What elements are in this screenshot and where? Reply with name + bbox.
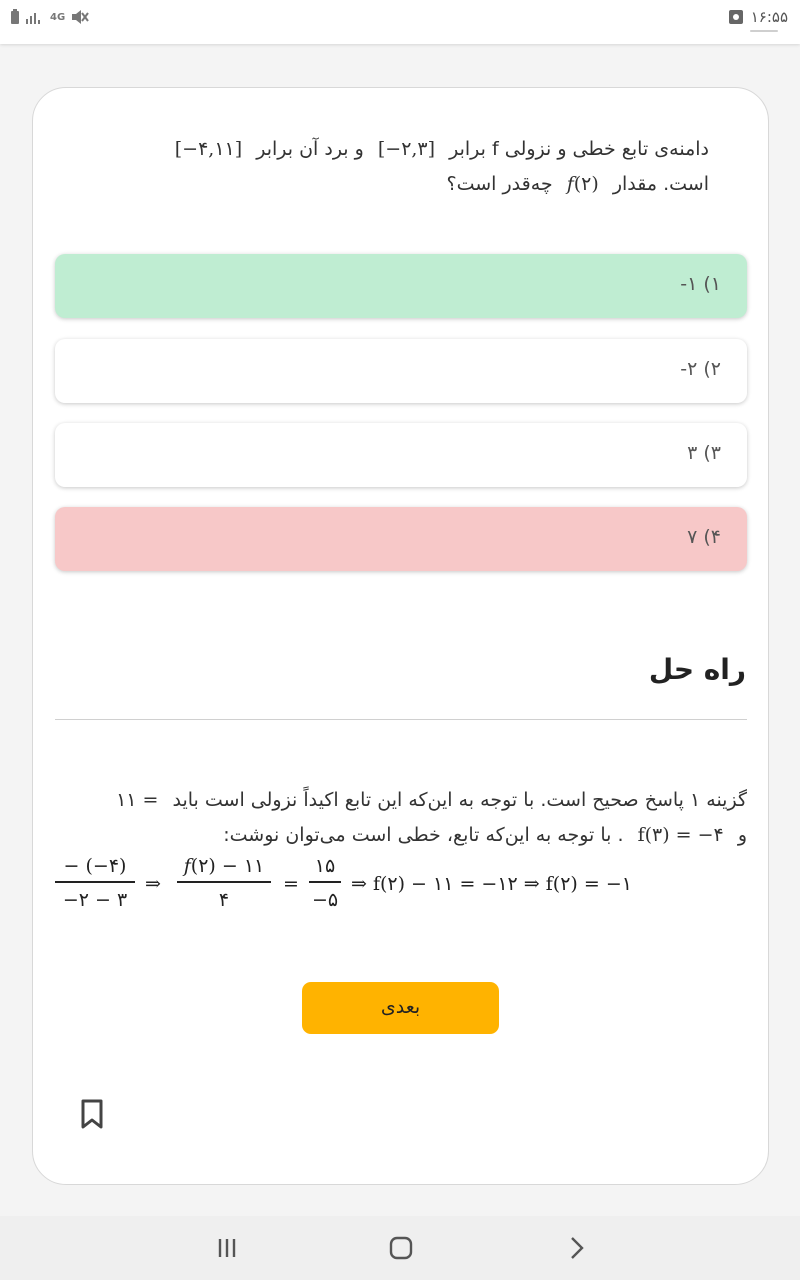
solution-text-part: . با توجه به این‌که تابع، خطی است می‌توان نوشت: — [223, 824, 624, 846]
solution-text — [55, 783, 747, 853]
solution-text-part: و — [737, 824, 747, 846]
fraction-denominator: −۵ — [311, 889, 339, 911]
implies-symbol: ⇒ — [145, 873, 161, 895]
solution-math: f(۳) = −۴ — [637, 824, 724, 846]
fraction-denominator: ۴ — [218, 889, 230, 911]
solution-math: ۱۱ = — [116, 789, 159, 811]
function-symbol: f — [183, 855, 191, 877]
back-icon[interactable] — [563, 1234, 591, 1262]
solution-line-1 — [55, 783, 747, 818]
question-line-2 — [141, 167, 709, 202]
fraction-denominator: −۲ − ۳ — [62, 889, 128, 911]
equals-symbol: = — [283, 873, 299, 895]
question-text-part: و برد آن برابر — [256, 138, 364, 160]
status-clock: ۱۶:۵۵ — [750, 8, 788, 26]
question-line-1 — [141, 132, 709, 167]
status-icons-right — [729, 6, 788, 28]
question-range: [−۴,۱۱] — [174, 138, 243, 160]
bookmark-icon[interactable] — [80, 1099, 104, 1129]
function-symbol: f — [566, 173, 574, 195]
battery-icon — [10, 9, 20, 25]
option-1[interactable]: ۱) ۱- — [55, 254, 747, 318]
option-3[interactable]: ۳) ۳ — [55, 423, 747, 487]
fraction-numerator: − (−۴) — [63, 855, 127, 877]
fraction-slope-1 — [55, 851, 135, 913]
fraction-slope-2 — [177, 851, 271, 913]
solution-divider — [55, 719, 747, 720]
fraction-numerator: ۱۵ — [314, 855, 336, 877]
recents-icon[interactable] — [213, 1234, 241, 1262]
solution-line-2 — [55, 818, 747, 853]
clock-underline — [750, 30, 778, 32]
question-domain: [−۲,۳] — [377, 138, 436, 160]
fraction-numerator — [177, 851, 271, 881]
next-button[interactable]: بعدی — [302, 982, 499, 1034]
function-argument: (۲) — [573, 173, 599, 195]
question-text-part: است. مقدار — [612, 173, 709, 195]
mute-icon — [71, 9, 89, 25]
status-bar — [0, 0, 800, 44]
solution-equation — [55, 851, 675, 921]
network-4g-icon: 4G — [50, 11, 66, 23]
navigation-bar — [0, 1216, 800, 1280]
numerator-rest: (۲) − ۱۱ — [190, 855, 265, 877]
home-icon[interactable] — [387, 1234, 415, 1262]
equation-result: ⇒ f(۲) − ۱۱ = −۱۲ ⇒ f(۲) = −۱ — [351, 873, 632, 895]
question-expression — [559, 173, 607, 195]
status-icons-left — [10, 6, 89, 28]
question-text — [141, 132, 709, 202]
option-2[interactable]: ۲) ۲- — [55, 339, 747, 403]
question-card — [32, 87, 769, 1185]
solution-text-part: گزینه ۱ پاسخ صحیح است. با توجه به این‌که این تابع اکیداً نزولی است باید — [172, 789, 747, 811]
question-text-part: چه‌قدر است؟ — [446, 173, 553, 195]
question-text-part: دامنه‌ی تابع خطی و نزولی f برابر — [449, 138, 709, 160]
option-4[interactable]: ۴) ۷ — [55, 507, 747, 571]
notification-icon — [729, 10, 743, 24]
signal-icon — [26, 10, 44, 24]
solution-title: راه حل — [648, 653, 746, 686]
fraction-slope-3 — [309, 851, 341, 913]
